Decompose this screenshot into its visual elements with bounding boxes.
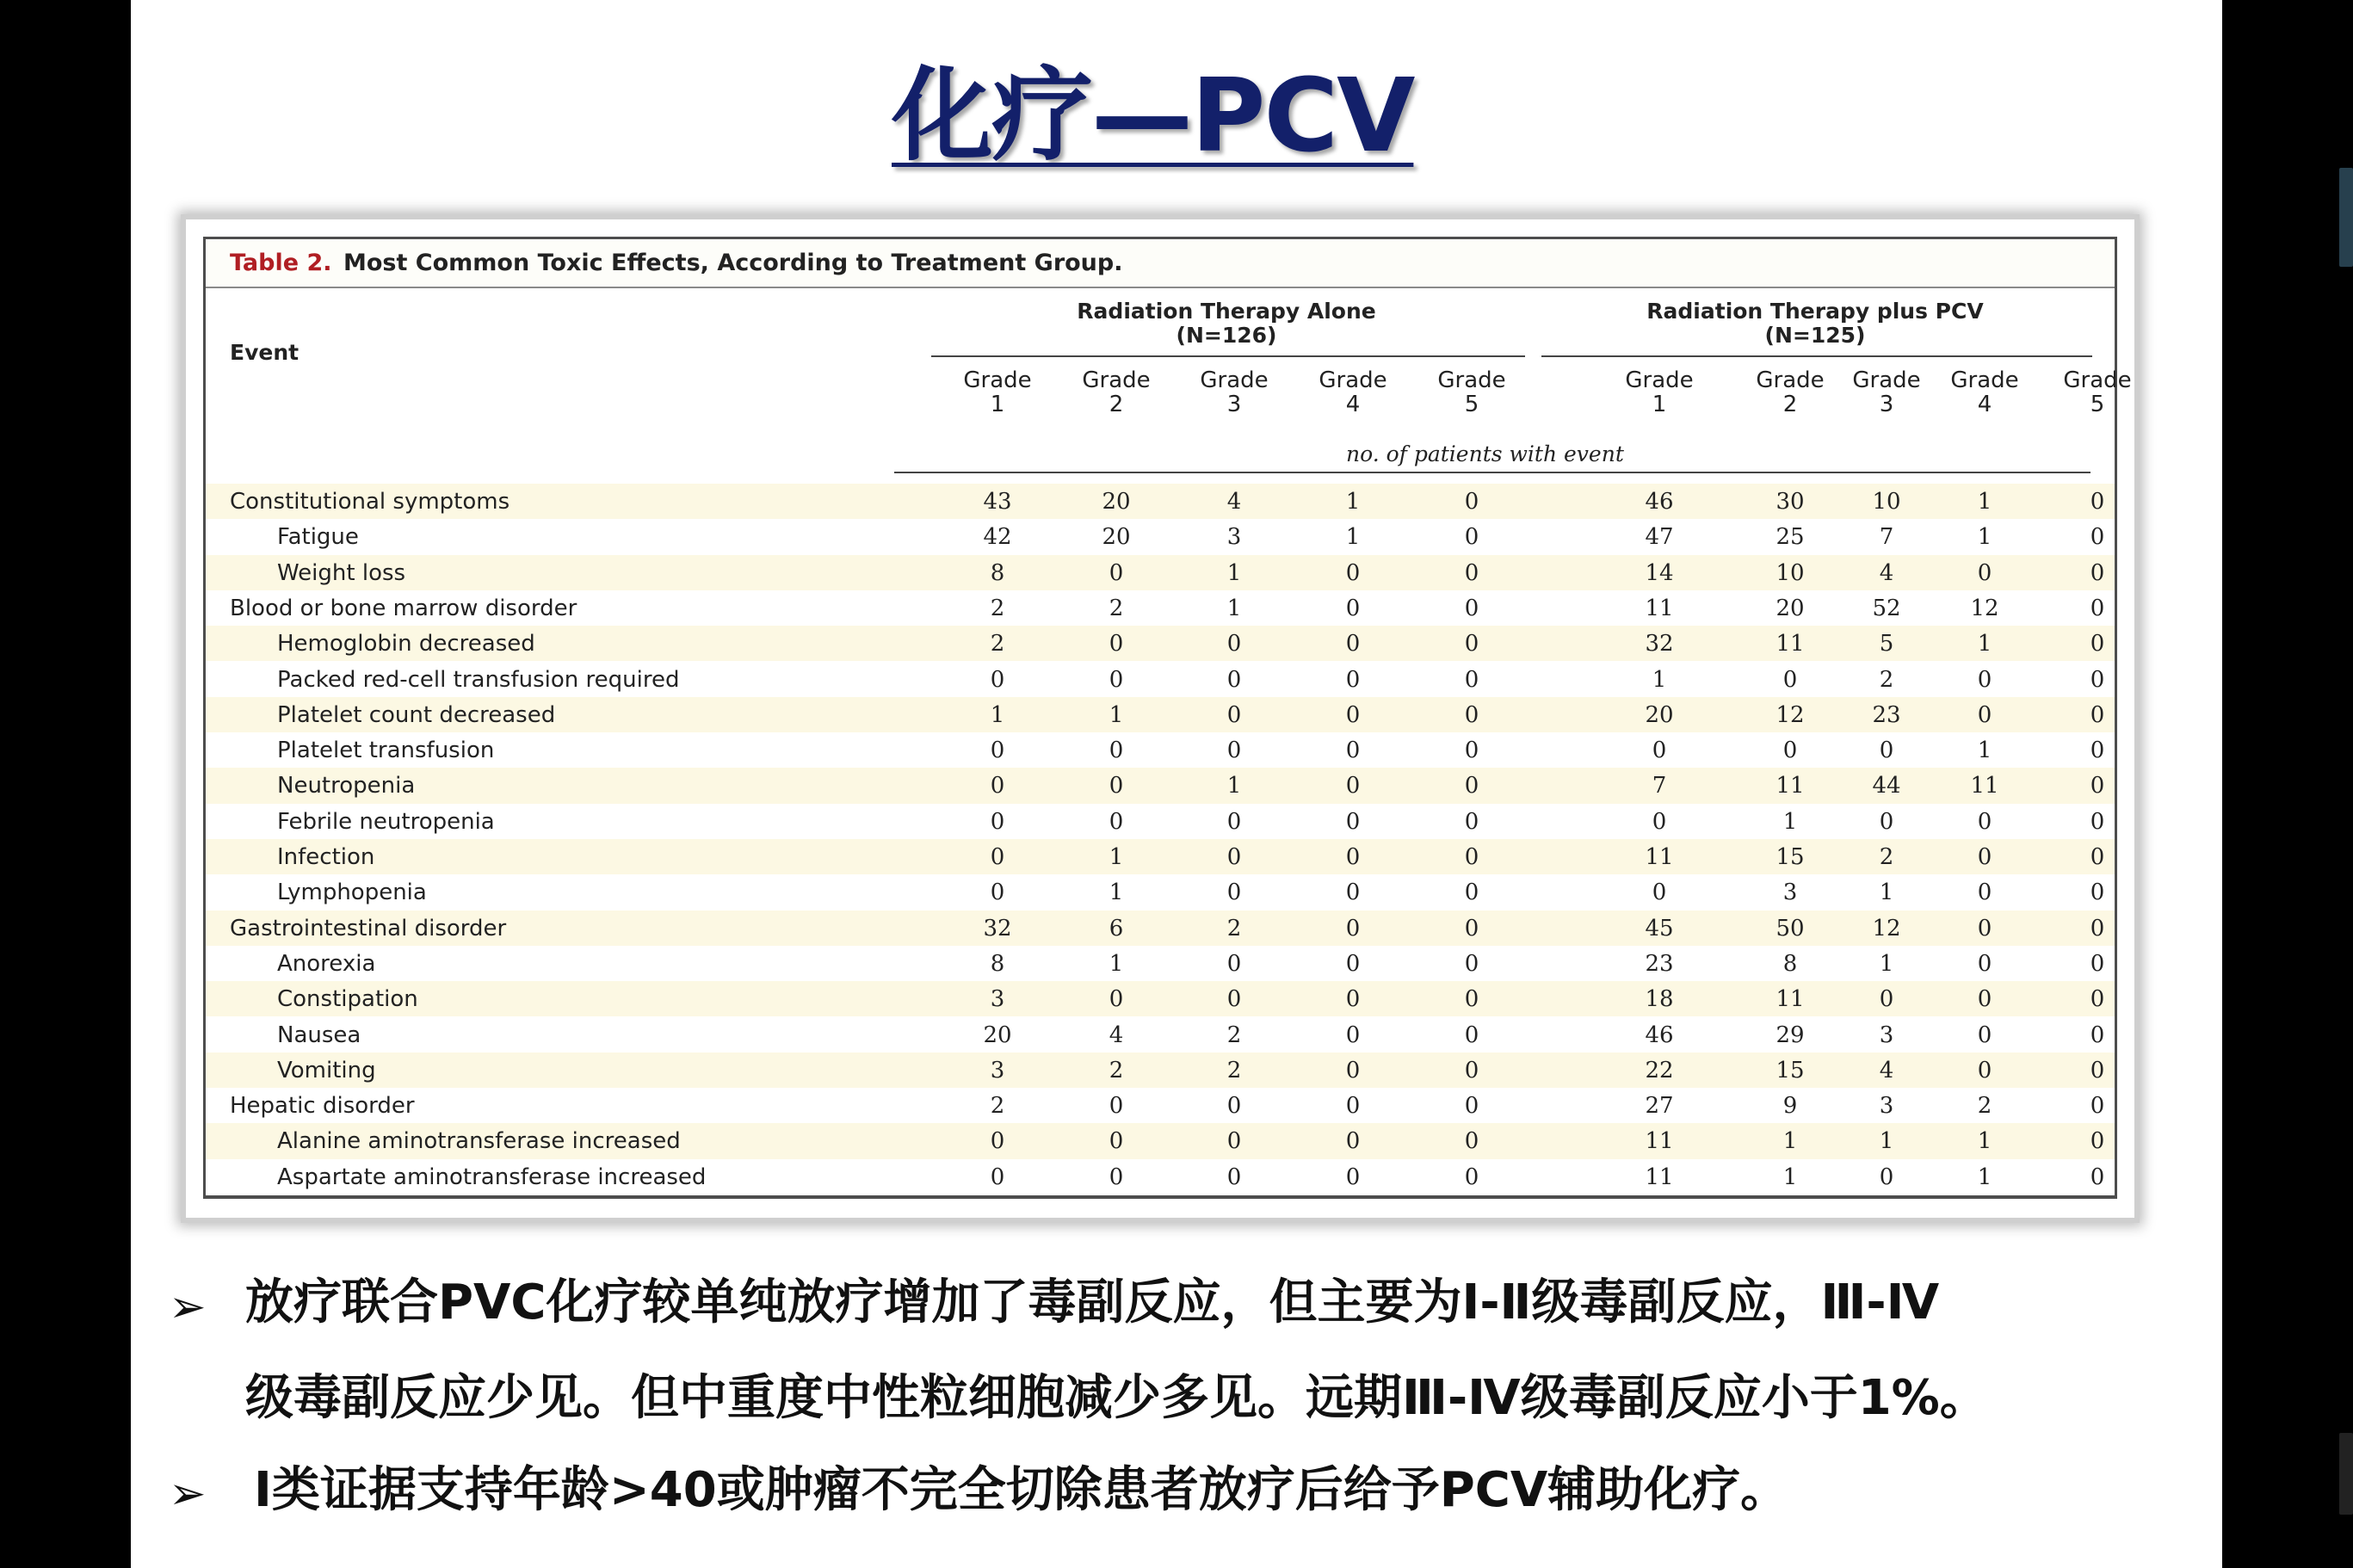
grade-word: Grade — [1852, 367, 1921, 393]
table-cell: 25 — [1776, 524, 1805, 551]
table-cell: 0 — [1464, 1057, 1479, 1083]
table-cell: 9 — [1782, 1093, 1798, 1120]
grade-number: 2 — [1109, 392, 1124, 417]
table-cell: 0 — [2090, 1164, 2105, 1190]
table-cell: 0 — [1345, 631, 1361, 657]
table-cell: 0 — [1226, 1093, 1242, 1120]
page-title: 化疗—PCV — [892, 56, 1414, 175]
table-cell: 6 — [1109, 915, 1124, 941]
table-cell: 0 — [1652, 808, 1667, 835]
table-cell: 1 — [1226, 773, 1242, 799]
table-cell: 11 — [1776, 986, 1805, 1013]
table-cell: 20 — [983, 1022, 1012, 1048]
table-cell: 0 — [1345, 808, 1361, 835]
grade-number: 2 — [1782, 392, 1798, 417]
table-cell: 8 — [990, 559, 1005, 586]
grade-word: Grade — [1437, 367, 1506, 393]
table-cell: 44 — [1872, 773, 1901, 799]
table-cell: 0 — [990, 1128, 1005, 1155]
table-cell: 0 — [990, 844, 1005, 870]
table-cell: 0 — [1464, 666, 1479, 693]
table-cell: 0 — [1345, 880, 1361, 906]
table-cell: 0 — [1464, 915, 1479, 941]
grade-word: Grade — [1319, 367, 1387, 393]
table-cell: 1 — [1879, 950, 1894, 977]
grade-number: 5 — [1464, 392, 1479, 417]
table-cell: 0 — [1345, 773, 1361, 799]
table-cell: 0 — [1464, 1093, 1479, 1120]
grade-header — [1065, 368, 1168, 417]
table-cell: 42 — [983, 524, 1012, 551]
table-cell: 0 — [1977, 666, 1992, 693]
table-cell: 18 — [1645, 986, 1674, 1013]
table-cell: 0 — [1109, 808, 1124, 835]
group2-header — [1540, 299, 2091, 348]
table-cell: 0 — [2090, 524, 2105, 551]
table-cell: 1 — [1345, 524, 1361, 551]
table-cell: 0 — [1109, 666, 1124, 693]
grade-word: Grade — [1200, 367, 1269, 393]
table-cell: 11 — [1645, 1128, 1674, 1155]
table-cell: 29 — [1776, 1022, 1805, 1048]
table-cell: 2 — [1879, 666, 1894, 693]
table-cell: 1 — [1977, 631, 1992, 657]
table-cell: 8 — [1782, 950, 1798, 977]
unit-note: no. of patients with event — [1346, 441, 1624, 466]
group1-header — [934, 299, 1519, 348]
table-cell: 0 — [1226, 844, 1242, 870]
toxicity-table — [203, 237, 2132, 1199]
table-cell: 30 — [1776, 489, 1805, 515]
table-cell: 10 — [1776, 559, 1805, 586]
bullet-arrow-icon: ➢ — [169, 1281, 207, 1333]
table-cell: 0 — [1464, 701, 1479, 728]
table-cell: 0 — [1464, 773, 1479, 799]
table-cell: 1 — [1977, 1128, 1992, 1155]
table-cell: 0 — [1464, 808, 1479, 835]
grade-number: 3 — [1226, 392, 1242, 417]
table-cell: 12 — [1776, 701, 1805, 728]
table-cell: 0 — [1977, 808, 1992, 835]
row-label: Infection — [277, 844, 375, 870]
grade-number: 4 — [1345, 392, 1361, 417]
table-cell: 27 — [1645, 1093, 1674, 1120]
table-cell: 0 — [1345, 1093, 1361, 1120]
grade-word: Grade — [2063, 367, 2132, 393]
table-cell: 0 — [1464, 1164, 1479, 1190]
table-cell: 0 — [1464, 738, 1479, 764]
table-cell: 2 — [1226, 915, 1242, 941]
grade-number: 5 — [2090, 392, 2105, 417]
table-cell: 0 — [1109, 738, 1124, 764]
grade-number: 3 — [1879, 392, 1894, 417]
grade-header — [1608, 368, 1711, 417]
table-cell: 0 — [1464, 489, 1479, 515]
table-cell: 11 — [1645, 1164, 1674, 1190]
table-row — [206, 626, 2115, 661]
group2-rule — [1541, 355, 2092, 357]
table-cell: 3 — [990, 1057, 1005, 1083]
bullet-1-line-2: 级毒副反应少见。但中重度中性粒细胞减少多见。远期Ⅲ-Ⅳ级毒副反应小于1%。 — [245, 1370, 1988, 1426]
row-label: Packed red-cell transfusion required — [277, 666, 680, 693]
table-cell: 1 — [1652, 666, 1667, 693]
table-cell: 20 — [1102, 524, 1131, 551]
table-row — [206, 874, 2115, 910]
table-cell: 12 — [1970, 595, 1999, 621]
table-cell: 0 — [2090, 595, 2105, 621]
table-row — [206, 1088, 2115, 1123]
table-cell: 2 — [1109, 595, 1124, 621]
table-cell: 0 — [1345, 595, 1361, 621]
table-cell: 0 — [1345, 701, 1361, 728]
table-cell: 45 — [1645, 915, 1674, 941]
row-label: Blood or bone marrow disorder — [230, 595, 577, 621]
table-cell: 2 — [990, 595, 1005, 621]
table-cell: 0 — [1345, 559, 1361, 586]
table-row — [206, 1123, 2115, 1158]
row-label: Febrile neutropenia — [277, 808, 495, 835]
event-header: Event — [230, 340, 300, 365]
table-cell: 0 — [1109, 1093, 1124, 1120]
table-cell: 0 — [2090, 559, 2105, 586]
table-cell: 20 — [1776, 595, 1805, 621]
row-label: Weight loss — [277, 559, 406, 586]
table-cell: 43 — [983, 489, 1012, 515]
table-cell: 32 — [983, 915, 1012, 941]
table-cell: 0 — [1464, 559, 1479, 586]
table-cell: 0 — [2090, 808, 2105, 835]
group1-title: Radiation Therapy Alone — [1077, 299, 1376, 324]
table-row — [206, 697, 2115, 732]
table-cell: 0 — [1345, 738, 1361, 764]
table-cell: 0 — [1977, 1022, 1992, 1048]
row-label: Aspartate aminotransferase increased — [277, 1164, 707, 1190]
table-cell: 0 — [2090, 915, 2105, 941]
row-label: Lymphopenia — [277, 880, 427, 906]
table-cell: 1 — [1782, 1164, 1798, 1190]
table-row — [206, 1017, 2115, 1053]
table-cell: 0 — [1109, 773, 1124, 799]
table-row — [206, 946, 2115, 981]
table-cell: 4 — [1879, 1057, 1894, 1083]
table-cell: 0 — [2090, 1057, 2105, 1083]
table-cell: 1 — [1977, 738, 1992, 764]
grade-number: 4 — [1977, 392, 1992, 417]
table-cell: 1 — [1879, 880, 1894, 906]
table-cell: 0 — [1652, 880, 1667, 906]
row-label: Platelet transfusion — [277, 738, 495, 764]
table-cell: 0 — [1464, 844, 1479, 870]
table-cell: 11 — [1776, 773, 1805, 799]
table-row — [206, 519, 2115, 554]
table-cell: 0 — [1977, 559, 1992, 586]
table-row — [206, 590, 2115, 626]
group2-n: (N=125) — [1764, 323, 1866, 348]
table-cell: 0 — [1977, 844, 1992, 870]
table-cell: 7 — [1652, 773, 1667, 799]
table-cell: 0 — [1464, 880, 1479, 906]
table-cell: 0 — [1345, 1128, 1361, 1155]
caption-label: Table 2. — [230, 250, 332, 276]
table-cell: 1 — [1109, 950, 1124, 977]
table-cell: 0 — [1109, 1164, 1124, 1190]
grade-header — [1835, 368, 1938, 417]
table-row — [206, 804, 2115, 839]
table-cell: 0 — [1977, 915, 1992, 941]
group1-rule — [931, 355, 1525, 357]
scrollbar-thumb[interactable] — [2339, 1433, 2353, 1515]
table-cell: 0 — [2090, 950, 2105, 977]
table-cell: 3 — [1879, 1093, 1894, 1120]
table-cell: 1 — [1109, 844, 1124, 870]
table-cell: 0 — [1464, 986, 1479, 1013]
scrollbar-track[interactable] — [2339, 168, 2353, 267]
table-cell: 1 — [1226, 595, 1242, 621]
table-cell: 0 — [1226, 808, 1242, 835]
table-row — [206, 768, 2115, 803]
table-cell: 52 — [1872, 595, 1901, 621]
table-cell: 2 — [1879, 844, 1894, 870]
bullet-arrow-icon: ➢ — [169, 1468, 207, 1520]
table-cell: 0 — [1345, 666, 1361, 693]
table-cell: 0 — [2090, 773, 2105, 799]
table-cell: 1 — [1782, 1128, 1798, 1155]
table-cell: 1 — [1109, 701, 1124, 728]
table-cell: 0 — [1345, 950, 1361, 977]
grade-number: 1 — [1652, 392, 1667, 417]
table-cell: 11 — [1645, 844, 1674, 870]
table-cell: 1 — [1109, 880, 1124, 906]
row-label: Nausea — [277, 1022, 361, 1048]
table-cell: 23 — [1872, 701, 1901, 728]
table-cell: 0 — [990, 666, 1005, 693]
table-cell: 0 — [1879, 986, 1894, 1013]
row-label: Alanine aminotransferase increased — [277, 1128, 681, 1155]
table-row — [206, 1159, 2115, 1195]
table-cell: 3 — [990, 986, 1005, 1013]
table-cell: 14 — [1645, 559, 1674, 586]
table-cell: 0 — [2090, 631, 2105, 657]
table-cell: 0 — [2090, 880, 2105, 906]
table-cell: 11 — [1776, 631, 1805, 657]
table-cell: 0 — [1782, 738, 1798, 764]
grade-header — [1739, 368, 1842, 417]
grade-word: Grade — [1950, 367, 2019, 393]
row-label: Constitutional symptoms — [230, 489, 510, 515]
table-cell: 0 — [1345, 1164, 1361, 1190]
group2-title: Radiation Therapy plus PCV — [1646, 299, 1984, 324]
table-cell: 0 — [1977, 986, 1992, 1013]
table-cell: 4 — [1226, 489, 1242, 515]
grade-header — [946, 368, 1049, 417]
table-cell: 1 — [1977, 1164, 1992, 1190]
table-cell: 1 — [1977, 489, 1992, 515]
table-cell: 0 — [1226, 950, 1242, 977]
table-cell: 0 — [1345, 1022, 1361, 1048]
table-cell: 0 — [1226, 880, 1242, 906]
table-cell: 0 — [2090, 844, 2105, 870]
table-cell: 8 — [990, 950, 1005, 977]
table-cell: 0 — [1345, 844, 1361, 870]
table-caption — [206, 239, 2115, 288]
table-cell: 0 — [2090, 489, 2105, 515]
table-cell: 0 — [2090, 701, 2105, 728]
table-cell: 46 — [1645, 1022, 1674, 1048]
grade-word: Grade — [1756, 367, 1825, 393]
table-cell: 0 — [2090, 986, 2105, 1013]
grade-header — [1933, 368, 2036, 417]
table-cell: 7 — [1879, 524, 1894, 551]
table-cell: 0 — [990, 880, 1005, 906]
grade-header — [1183, 368, 1286, 417]
table-cell: 11 — [1970, 773, 1999, 799]
bullet-2-line-1: Ⅰ类证据支持年龄>40或肿瘤不完全切除患者放疗后给予PCV辅助化疗。 — [254, 1462, 1789, 1518]
table-cell: 0 — [1109, 631, 1124, 657]
table-cell: 0 — [1226, 738, 1242, 764]
table-row — [206, 662, 2115, 697]
grade-word: Grade — [963, 367, 1032, 393]
group1-n: (N=126) — [1176, 323, 1277, 348]
table-image — [186, 219, 2134, 1218]
table-cell: 22 — [1645, 1057, 1674, 1083]
table-cell: 0 — [1226, 631, 1242, 657]
table-cell: 3 — [1226, 524, 1242, 551]
caption-text: Most Common Toxic Effects, According to Treatment Group. — [343, 250, 1123, 276]
table-cell: 0 — [1464, 631, 1479, 657]
table-cell: 20 — [1102, 489, 1131, 515]
grade-header — [1420, 368, 1523, 417]
table-cell: 1 — [1879, 1128, 1894, 1155]
row-label: Hepatic disorder — [230, 1093, 415, 1120]
table-cell: 4 — [1879, 559, 1894, 586]
table-cell: 0 — [1226, 1128, 1242, 1155]
table-row — [206, 484, 2115, 519]
table-cell: 3 — [1782, 880, 1798, 906]
table-cell: 2 — [990, 1093, 1005, 1120]
table-cell: 23 — [1645, 950, 1674, 977]
table-cell: 2 — [1226, 1057, 1242, 1083]
bullet-1-line-1: 放疗联合PVC化疗较单纯放疗增加了毒副反应，但主要为Ⅰ-Ⅱ级毒副反应，Ⅲ-Ⅳ — [245, 1275, 1940, 1330]
table-cell: 15 — [1776, 844, 1805, 870]
table-cell: 0 — [2090, 1022, 2105, 1048]
table-cell: 0 — [1345, 1057, 1361, 1083]
table-cell: 50 — [1776, 915, 1805, 941]
table-cell: 32 — [1645, 631, 1674, 657]
table-row — [206, 555, 2115, 590]
table-cell: 0 — [1977, 701, 1992, 728]
table-cell: 0 — [1226, 701, 1242, 728]
table-cell: 0 — [1109, 986, 1124, 1013]
table-cell: 0 — [1879, 808, 1894, 835]
table-row — [206, 839, 2115, 874]
table-cell: 2 — [1977, 1093, 1992, 1120]
table-cell: 0 — [1345, 986, 1361, 1013]
table-cell: 0 — [1652, 738, 1667, 764]
grade-word: Grade — [1625, 367, 1694, 393]
table-cell: 20 — [1645, 701, 1674, 728]
table-cell: 0 — [1464, 1128, 1479, 1155]
table-cell: 0 — [1464, 595, 1479, 621]
table-row — [206, 911, 2115, 946]
grade-header — [1301, 368, 1405, 417]
row-label: Platelet count decreased — [277, 701, 556, 728]
table-cell: 1 — [1345, 489, 1361, 515]
table-cell: 15 — [1776, 1057, 1805, 1083]
table-cell: 11 — [1645, 595, 1674, 621]
grade-word: Grade — [1082, 367, 1151, 393]
table-cell: 0 — [1109, 559, 1124, 586]
table-cell: 5 — [1879, 631, 1894, 657]
header-rule — [894, 472, 2091, 473]
table-cell: 0 — [990, 808, 1005, 835]
table-cell: 46 — [1645, 489, 1674, 515]
table-cell: 0 — [2090, 1093, 2105, 1120]
table-cell: 2 — [990, 631, 1005, 657]
table-cell: 0 — [1464, 1022, 1479, 1048]
table-cell: 0 — [1464, 524, 1479, 551]
table-cell: 0 — [1226, 666, 1242, 693]
row-label: Neutropenia — [277, 773, 416, 799]
table-cell: 1 — [990, 701, 1005, 728]
row-label: Constipation — [277, 986, 418, 1013]
table-row — [206, 981, 2115, 1016]
table-cell: 0 — [1879, 738, 1894, 764]
table-cell: 0 — [1345, 915, 1361, 941]
table-cell: 1 — [1782, 808, 1798, 835]
table-cell: 0 — [1879, 1164, 1894, 1190]
table-cell: 0 — [2090, 1128, 2105, 1155]
grade-header — [2046, 368, 2149, 417]
table-cell: 3 — [1879, 1022, 1894, 1048]
row-label: Gastrointestinal disorder — [230, 915, 507, 941]
table-cell: 12 — [1872, 915, 1901, 941]
row-label: Anorexia — [277, 950, 376, 977]
table-cell: 4 — [1109, 1022, 1124, 1048]
table-cell: 0 — [1977, 1057, 1992, 1083]
table-cell: 0 — [990, 1164, 1005, 1190]
table-cell: 10 — [1872, 489, 1901, 515]
table-row — [206, 732, 2115, 768]
table-cell: 0 — [1226, 1164, 1242, 1190]
table-cell: 0 — [1977, 880, 1992, 906]
table-cell: 0 — [2090, 738, 2105, 764]
table-cell: 0 — [990, 773, 1005, 799]
table-cell: 0 — [2090, 666, 2105, 693]
table-row — [206, 1053, 2115, 1088]
table-cell: 0 — [1977, 950, 1992, 977]
row-label: Vomiting — [277, 1057, 376, 1083]
row-label: Fatigue — [277, 524, 359, 551]
grade-number: 1 — [990, 392, 1005, 417]
table-cell: 0 — [990, 738, 1005, 764]
table-cell: 47 — [1645, 524, 1674, 551]
table-cell: 2 — [1109, 1057, 1124, 1083]
table-cell: 2 — [1226, 1022, 1242, 1048]
table-cell: 1 — [1977, 524, 1992, 551]
table-cell: 0 — [1226, 986, 1242, 1013]
table-cell: 1 — [1226, 559, 1242, 586]
row-label: Hemoglobin decreased — [277, 631, 535, 657]
table-cell: 0 — [1109, 1128, 1124, 1155]
table-cell: 0 — [1464, 950, 1479, 977]
table-cell: 0 — [1782, 666, 1798, 693]
